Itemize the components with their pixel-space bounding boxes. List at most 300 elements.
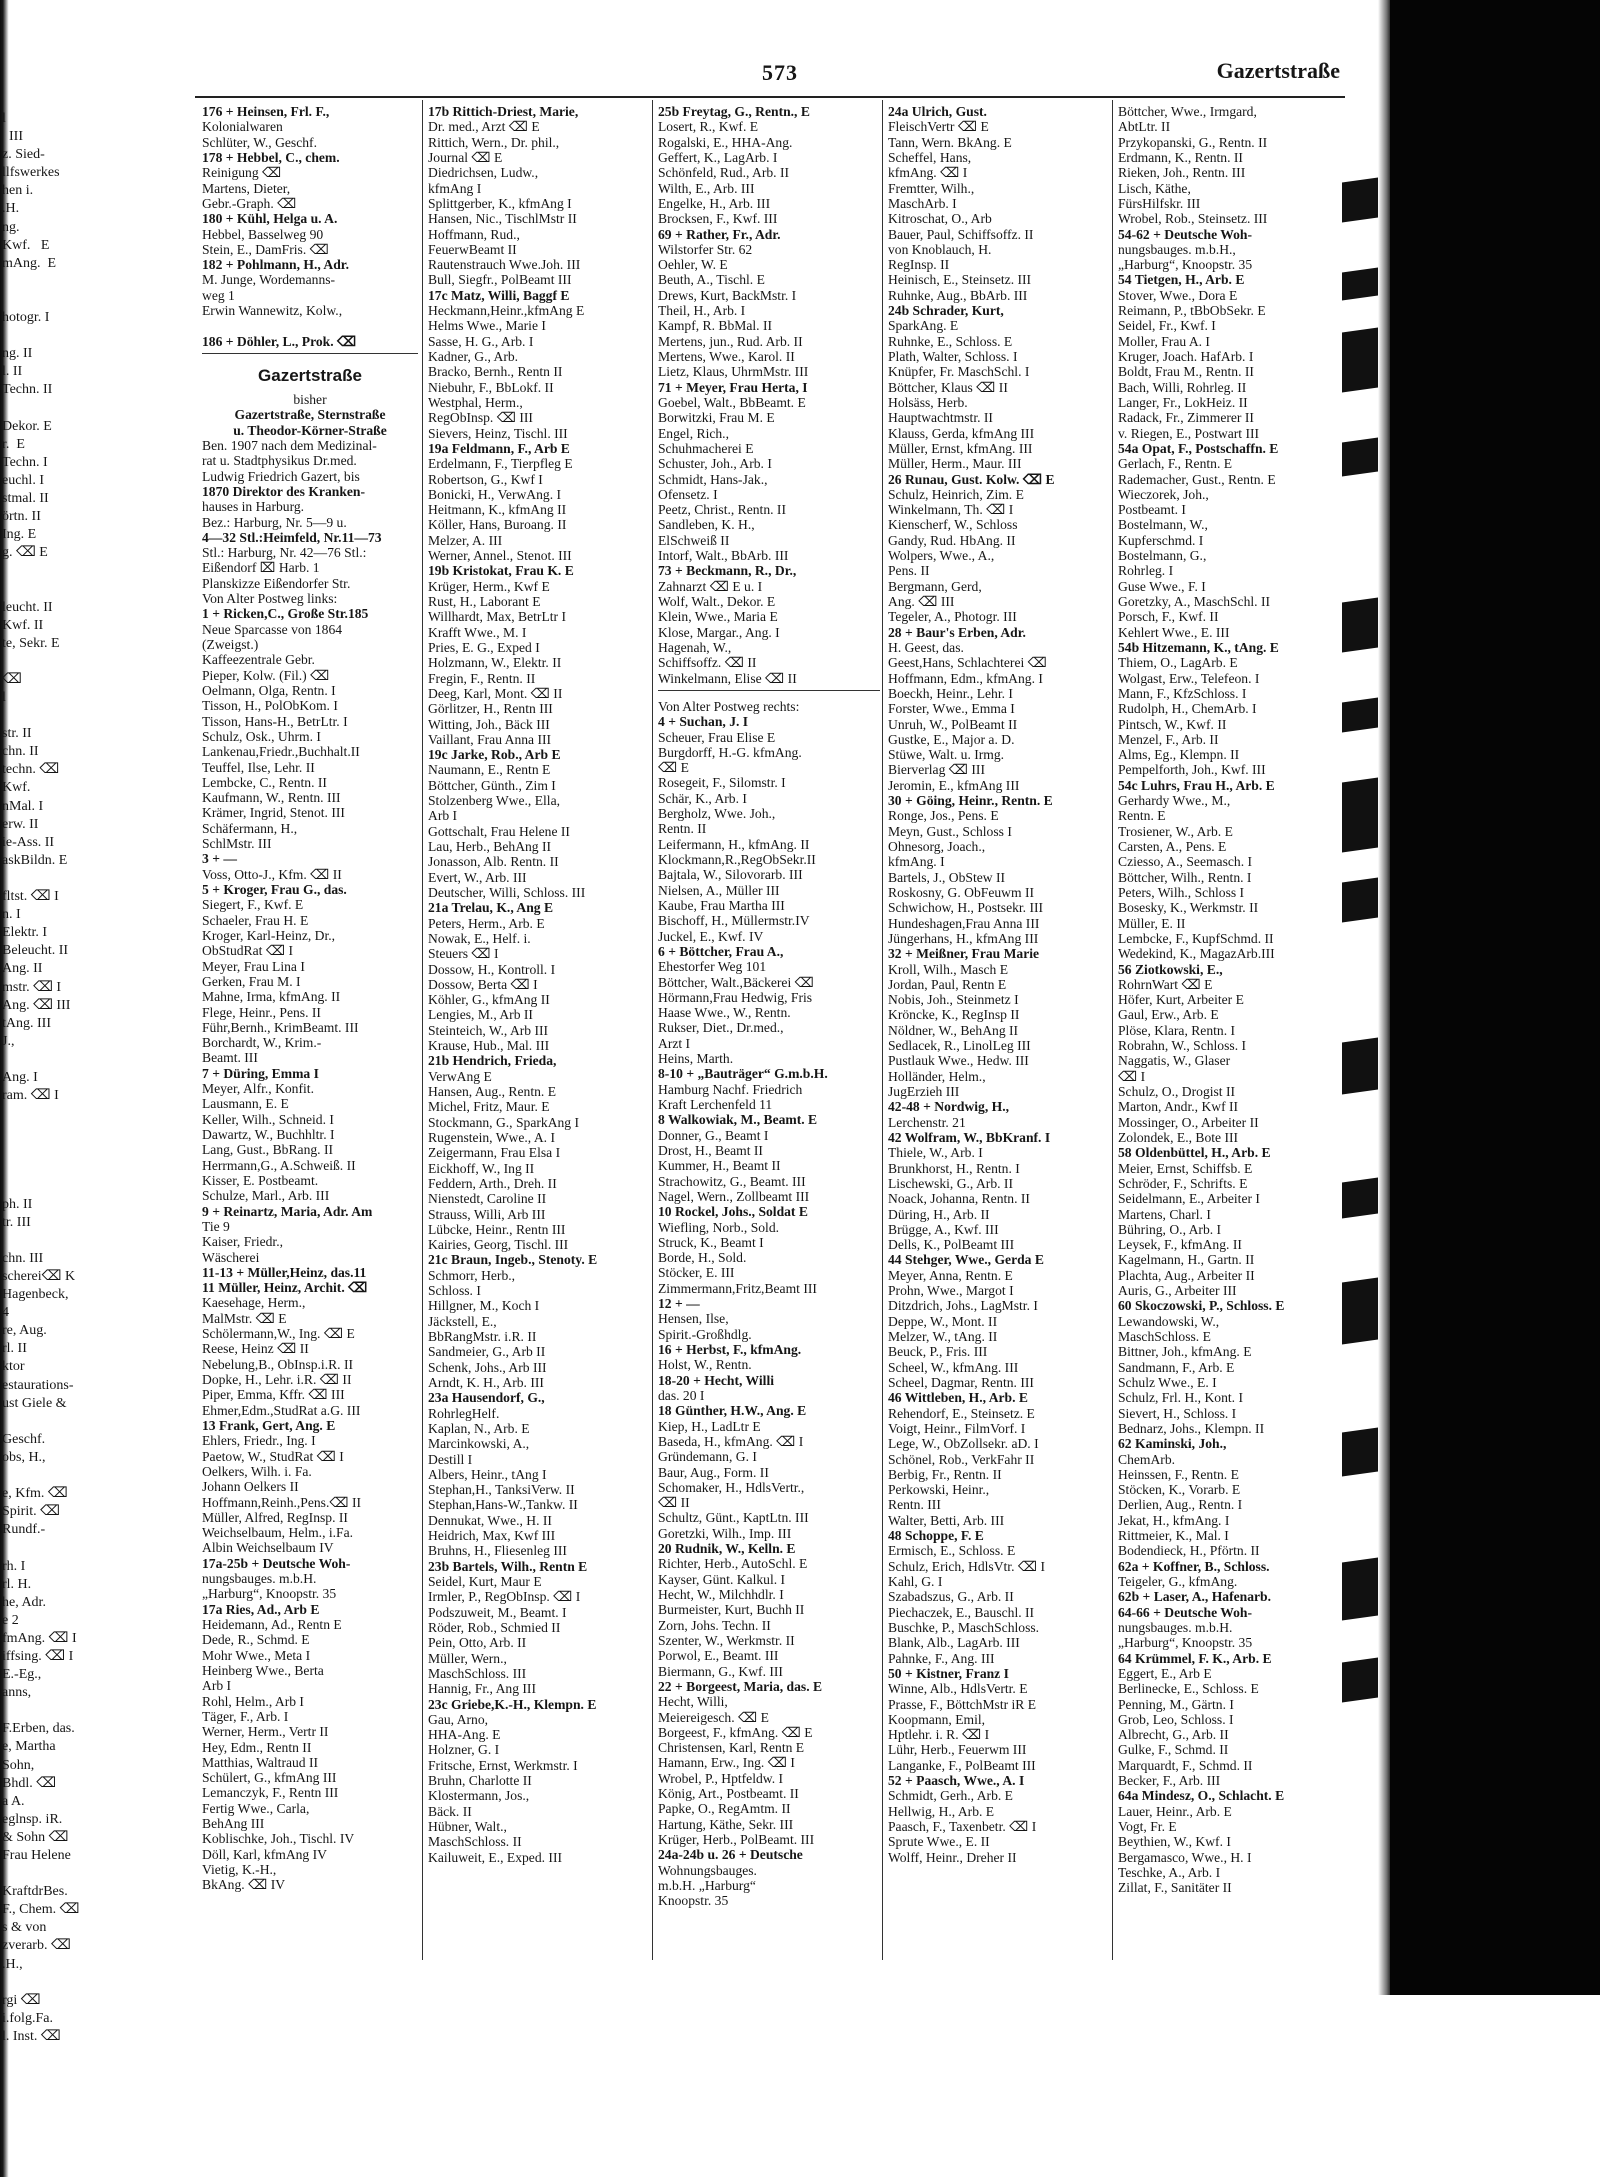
resident-entry: Sievers, Heinz, Tischl. III bbox=[428, 425, 568, 441]
resident-entry: Rieken, Joh., Rentn. III bbox=[1118, 165, 1246, 181]
resident-entry: Langer, Fr., LokHeiz. II bbox=[1118, 394, 1248, 410]
resident-entry: Scheffel, Hans, bbox=[888, 149, 972, 165]
resident-entry: MalMstr. ⌫ E bbox=[202, 1310, 287, 1326]
resident-entry: Voigt, Heinr., FilmVorf. I bbox=[888, 1420, 1026, 1436]
house-entry: 44 Stehger, Wwe., Gerda E bbox=[888, 1252, 1044, 1268]
house-entry: 54 Tietgen, H., Arb. E bbox=[1118, 272, 1245, 288]
resident-entry: Schultz, Günt., KaptLtn. III bbox=[658, 1510, 809, 1526]
resident-entry: Kairies, Georg, Tischl. III bbox=[428, 1237, 569, 1253]
resident-entry: Dede, R., Schmd. E bbox=[202, 1632, 310, 1648]
house-entry: 1870 Direktor des Kranken- bbox=[202, 483, 365, 499]
resident-entry: Zolondek, E., Bote III bbox=[1118, 1129, 1239, 1145]
resident-entry: Robertson, G., Kwf I bbox=[428, 471, 543, 487]
resident-entry: Oelmann, Olga, Rentn. I bbox=[202, 682, 336, 698]
house-entry: 19b Kristokat, Frau K. E bbox=[428, 563, 574, 579]
resident-entry: m.b.H. „Harburg“ bbox=[658, 1877, 756, 1893]
resident-entry: kfmAng. I bbox=[888, 854, 945, 870]
resident-entry: Knüpfer, Fr. MaschSchl. I bbox=[888, 364, 1030, 380]
resident-entry: Stockmann, G., SparkAng I bbox=[428, 1114, 580, 1130]
house-entry: 10 Rockel, Johs., Soldat E bbox=[658, 1204, 808, 1220]
resident-entry: Seidel, Kurt, Maur E bbox=[428, 1574, 542, 1589]
resident-entry: Böttcher, Wwe., Irmgard, bbox=[1118, 104, 1257, 119]
resident-entry: Wrobel, Rob., Steinsetz. III bbox=[1118, 211, 1268, 227]
resident-entry: Schulz, Osk., Uhrm. I bbox=[202, 728, 321, 744]
resident-entry: Rust, H., Laborant E bbox=[428, 594, 541, 609]
resident-entry: Arzt I bbox=[658, 1035, 691, 1051]
resident-entry: Mertens, Wwe., Karol. II bbox=[658, 349, 795, 364]
house-entry: 19c Jarke, Rob., Arb E bbox=[428, 747, 561, 763]
resident-entry: HHA-Ang. E bbox=[428, 1727, 501, 1743]
resident-entry: Bergmann, Gerd, bbox=[888, 578, 982, 594]
resident-entry: Schulze, Marl., Arb. III bbox=[202, 1188, 330, 1204]
house-entry: 11 Müller, Heinz, Archit. ⌫ bbox=[202, 1280, 368, 1296]
resident-entry: Bach, Willi, Rohrleg. II bbox=[1118, 379, 1247, 395]
left-fragment-line: erw. II bbox=[2, 816, 39, 832]
left-fragment-line: .H. bbox=[2, 201, 20, 217]
house-entry: 186 + Döhler, L., Prok. ⌫ bbox=[202, 333, 357, 349]
resident-entry: Borde, H., Sold. bbox=[658, 1250, 747, 1266]
resident-entry: nungsbauges. m.b.H. bbox=[1118, 1619, 1233, 1635]
resident-entry: Rosegeit, F., Silomstr. I bbox=[658, 775, 786, 791]
left-fragment-line: hen i. bbox=[2, 183, 34, 199]
scan-mark bbox=[1342, 177, 1378, 222]
left-fragment-line: Kwf. II bbox=[2, 617, 44, 633]
house-entry: 21a Trelau, K., Ang E bbox=[428, 900, 554, 916]
house-entry: 17c Matz, Willi, Baggf E bbox=[428, 287, 570, 303]
left-fragment-line bbox=[2, 580, 142, 598]
house-entry: 56 Ziotkowski, E., bbox=[1118, 961, 1223, 977]
resident-entry: Dopke, H., Lehr. i.R. ⌫ II bbox=[202, 1372, 352, 1387]
resident-entry: Lühr, Herb., Feuerwm III bbox=[888, 1742, 1027, 1758]
resident-entry: Böttcher, Günth., Zim I bbox=[428, 777, 556, 793]
left-fragment-line: 4 bbox=[2, 1305, 9, 1321]
left-fragment-line: Bhdl. ⌫ bbox=[2, 1775, 57, 1791]
left-fragment-line: fmAng. ⌫ I bbox=[2, 1630, 77, 1646]
left-fragment-line: leucht. II bbox=[2, 599, 53, 615]
resident-entry: Schulz, Erich, HdlsVtr. ⌫ I bbox=[888, 1558, 1046, 1574]
resident-entry: Beamt. III bbox=[202, 1050, 258, 1066]
resident-entry: Kienscherf, W., Schloss bbox=[888, 517, 1018, 533]
left-fragment-line: eglnsp. iR. bbox=[2, 1811, 63, 1827]
resident-entry: Schulz Wwe., E. I bbox=[1118, 1374, 1217, 1390]
house-entry: 42 Wolfram, W., BbKranf. I bbox=[888, 1129, 1051, 1145]
resident-entry: RohrnWart ⌫ E bbox=[1118, 976, 1213, 992]
left-fragment-line: Techn. I bbox=[2, 454, 48, 470]
resident-entry: Vaillant, Frau Anna III bbox=[428, 731, 552, 747]
resident-entry: Lau, Herb., BehAng II bbox=[428, 839, 552, 854]
resident-entry: Ben. 1907 nach dem Medizinal- bbox=[202, 437, 377, 453]
resident-entry: Holzmann, W., Elektr. II bbox=[428, 655, 562, 671]
resident-entry: Sandleben, K. H., bbox=[658, 517, 755, 533]
resident-entry: Bühring, O., Arb. I bbox=[1118, 1221, 1222, 1237]
directory-column-5 bbox=[1118, 104, 1340, 1924]
resident-entry: Meyer, Anna, Rentn. E bbox=[888, 1267, 1013, 1283]
house-entry: 7 + Düring, Emma I bbox=[202, 1065, 319, 1081]
house-entry: 64 Krümmel, F. K., Arb. E bbox=[1118, 1650, 1272, 1666]
resident-entry: Kroll, Wilh., Masch E bbox=[888, 961, 1009, 977]
resident-entry: Baseda, H., kfmAng. ⌫ I bbox=[658, 1433, 804, 1449]
resident-entry: Schulz, Heinrich, Zim. E bbox=[888, 486, 1024, 502]
resident-entry: Michel, Fritz, Maur. E bbox=[428, 1099, 550, 1115]
resident-entry: Beuck, P., Fris. III bbox=[888, 1344, 988, 1360]
house-entry: 5 + Kroger, Frau G., das. bbox=[202, 882, 347, 897]
resident-entry: ChemArb. bbox=[1118, 1451, 1176, 1467]
left-fragment-line: n. I bbox=[2, 907, 21, 923]
resident-entry: Heidrich, Max, Kwf III bbox=[428, 1528, 556, 1544]
left-fragment-line: stmal. II bbox=[2, 490, 49, 506]
resident-entry: Reese, Heinz ⌫ II bbox=[202, 1341, 309, 1357]
resident-entry: Porwol, E., Beamt. III bbox=[658, 1648, 779, 1664]
resident-entry: Scheel, W., kfmAng. III bbox=[888, 1359, 1019, 1375]
resident-entry: Kröncke, K., RegInsp II bbox=[888, 1007, 1020, 1023]
resident-entry: Struck, K., Beamt I bbox=[658, 1234, 764, 1250]
resident-entry: Grob, Leo, Schloss. I bbox=[1118, 1711, 1234, 1727]
resident-entry: Schloss. I bbox=[428, 1283, 481, 1299]
resident-entry: Schwichow, H., Postsekr. III bbox=[888, 900, 1044, 916]
resident-entry: Rademacher, Gust., Rentn. E bbox=[1118, 471, 1276, 487]
resident-entry: Gau, Arno, bbox=[428, 1711, 489, 1727]
resident-entry: Kayser, Günt. Kalkul. I bbox=[658, 1571, 786, 1587]
resident-entry: Klockmann,R.,RegObSekr.II bbox=[658, 852, 816, 867]
left-fragment-line: s & von bbox=[2, 1920, 47, 1936]
resident-entry: Keller, Wilh., Schneid. I bbox=[202, 1111, 334, 1127]
resident-entry: Erdelmann, F., Tierpfleg E bbox=[428, 456, 573, 472]
resident-entry: Lembcke, F., KupfSchmd. II bbox=[1118, 930, 1274, 946]
resident-entry: M. Junge, Wordemanns- bbox=[202, 272, 336, 288]
resident-entry: Böttcher, Walt.,Bäckerei ⌫ bbox=[658, 974, 814, 990]
left-fragment-line bbox=[2, 273, 142, 291]
resident-entry: Bostelmann, W., bbox=[1118, 517, 1208, 533]
resident-entry: Tann, Wern. BkAng. E bbox=[888, 134, 1012, 150]
house-entry: 24a-24b u. 26 + Deutsche bbox=[658, 1847, 803, 1863]
resident-entry: Wohnungsbauges. bbox=[658, 1862, 757, 1878]
resident-entry: Sprute Wwe., E. II bbox=[888, 1834, 990, 1850]
resident-entry: Kaufmann, W., Rentn. III bbox=[202, 790, 341, 806]
resident-entry: Wilth, E., Arb. III bbox=[658, 180, 755, 196]
resident-entry: Plöse, Klara, Rentn. I bbox=[1118, 1022, 1236, 1038]
resident-entry: Flege, Heinr., Pens. II bbox=[202, 1004, 321, 1020]
resident-entry: Steinteich, W., Arb III bbox=[428, 1022, 549, 1038]
former-street-names: u. Theodor-Körner-Straße bbox=[233, 422, 387, 438]
left-fragment-line: Ang. II bbox=[2, 961, 43, 977]
resident-entry: Mahne, Irma, kfmAng. II bbox=[202, 989, 341, 1005]
resident-entry: Gottschalt, Frau Helene II bbox=[428, 823, 570, 839]
resident-entry: kfmAng. ⌫ I bbox=[888, 165, 968, 181]
resident-entry: Bergholz, Wwe. Joh., bbox=[658, 806, 776, 822]
resident-entry: Wrobel, P., Hptfeldw. I bbox=[658, 1770, 784, 1786]
resident-entry: Deppe, W., Mont. II bbox=[888, 1313, 998, 1329]
left-fragment-line: örtn. II bbox=[2, 509, 41, 525]
resident-entry: Ronge, Jos., Pens. E bbox=[888, 808, 999, 824]
street-section-title: Gazertstraße bbox=[258, 366, 362, 385]
left-fragment-line: ust Giele & bbox=[2, 1395, 67, 1411]
resident-entry: Beythien, W., Kwf. I bbox=[1118, 1834, 1231, 1850]
left-fragment-line: e, Kfm. ⌫ bbox=[2, 1486, 68, 1502]
scan-mark bbox=[1342, 1427, 1378, 1476]
resident-entry: ⌫ E bbox=[658, 760, 689, 776]
resident-entry: Hecht, Willi, bbox=[658, 1694, 728, 1710]
resident-entry: Beuth, A., Tischl. E bbox=[658, 272, 765, 288]
resident-entry: MaschArb. I bbox=[888, 195, 957, 211]
resident-entry: Bajtala, W., Silovorarb. III bbox=[658, 867, 803, 883]
house-entry: 17a Ries, Ad., Arb E bbox=[202, 1601, 320, 1617]
resident-entry: Jäckstell, E., bbox=[428, 1313, 497, 1329]
resident-entry: Przykopanski, G., Rentn. II bbox=[1118, 134, 1268, 150]
resident-entry: Peters, Herm., Arb. E bbox=[428, 915, 545, 931]
resident-entry: Marquardt, F., Schmd. II bbox=[1118, 1757, 1253, 1773]
resident-entry: Tisson, H., PolObKom. I bbox=[202, 698, 338, 714]
resident-entry: Postbeamt. I bbox=[1118, 502, 1186, 518]
resident-entry: Krämer, Ingrid, Stenot. III bbox=[202, 805, 345, 821]
left-fragment-line bbox=[2, 1413, 142, 1431]
resident-entry: Eggert, E., Arb E bbox=[1118, 1665, 1212, 1681]
resident-entry: Prohn, Wwe., Margot I bbox=[888, 1283, 1014, 1299]
resident-entry: König, Art., Postbeamt. II bbox=[658, 1786, 799, 1802]
resident-entry: Hamann, Erw., Ing. ⌫ I bbox=[658, 1755, 795, 1771]
resident-entry: Destill I bbox=[428, 1451, 473, 1467]
resident-entry: Pempelforth, Joh., Kwf. III bbox=[1118, 762, 1266, 778]
directory-column-3 bbox=[658, 104, 880, 1924]
resident-entry: Splittgerber, K., kfmAng I bbox=[428, 195, 572, 211]
resident-entry: RegInsp. II bbox=[888, 257, 950, 273]
resident-entry: hauses in Harburg. bbox=[202, 499, 305, 515]
resident-entry: Roskosny, G. ObFeuwm II bbox=[888, 884, 1035, 900]
left-fragment-line bbox=[2, 653, 142, 671]
resident-entry: Irmler, P., RegObInsp. ⌫ I bbox=[428, 1589, 581, 1605]
column-separator bbox=[652, 100, 653, 1960]
resident-entry: Nagel, Wern., Zollbeamt III bbox=[658, 1188, 810, 1204]
house-entry: 20 Rudnik, W., Kelln. E bbox=[658, 1541, 796, 1557]
resident-entry: Zeigermann, Frau Elsa I bbox=[428, 1145, 561, 1161]
resident-entry: Kahl, G. I bbox=[888, 1574, 943, 1589]
resident-entry: Krüger, Herb., PolBeamt. III bbox=[658, 1832, 815, 1847]
resident-entry: Tisson, Hans-H., BetrLtr. I bbox=[202, 713, 348, 729]
left-fragment-line: Ang. ⌫ III bbox=[2, 997, 71, 1013]
resident-entry: Kagelmann, H., Gartn. II bbox=[1118, 1252, 1255, 1268]
house-entry: 13 Frank, Gert, Ang. E bbox=[202, 1417, 336, 1433]
resident-entry: SchlMstr. III bbox=[202, 836, 272, 852]
resident-entry: Journal ⌫ E bbox=[428, 149, 503, 165]
resident-entry: Mohr Wwe., Meta I bbox=[202, 1647, 311, 1663]
resident-entry: Heinberg Wwe., Berta bbox=[202, 1662, 324, 1678]
house-entry: 1 + Ricken,C., Große Str.185 bbox=[202, 606, 369, 622]
resident-entry: Leifermann, H., kfmAng. II bbox=[658, 836, 810, 852]
resident-entry: Pens. II bbox=[888, 563, 930, 579]
house-entry: 28 + Baur's Erben, Adr. bbox=[888, 624, 1026, 640]
left-fragment-line bbox=[2, 1159, 142, 1177]
resident-entry: Pahnke, F., Ang. III bbox=[888, 1650, 995, 1666]
resident-entry: Planskizze Eißendorfer Str. bbox=[202, 575, 351, 591]
resident-entry: Kroger, Karl-Heinz, Dr., bbox=[202, 927, 336, 943]
resident-entry: Röder, Rob., Schmied II bbox=[428, 1619, 561, 1635]
section-rule bbox=[658, 690, 880, 699]
resident-entry: Stüwe, Walt. u. Irmg. bbox=[888, 747, 1005, 763]
resident-entry: Zillat, F., Sanitäter II bbox=[1118, 1880, 1232, 1896]
resident-entry: RegObInsp. ⌫ III bbox=[428, 410, 533, 426]
resident-entry: Schomaker, H., HdlsVertr., bbox=[658, 1479, 805, 1495]
resident-entry: Plachta, Aug., Arbeiter II bbox=[1118, 1267, 1255, 1283]
page-street-heading: Gazertstraße bbox=[1216, 58, 1340, 83]
left-fragment-line bbox=[2, 327, 142, 345]
resident-entry: Sandmann, F., Arb. E bbox=[1118, 1359, 1235, 1375]
resident-entry: Döll, Karl, kfmAng IV bbox=[202, 1846, 327, 1862]
resident-entry: Jeromin, E., kfmAng III bbox=[888, 777, 1020, 793]
resident-entry: Helms Wwe., Marie I bbox=[428, 318, 546, 334]
house-entry: 25b Freytag, G., Rentn., E bbox=[658, 104, 810, 119]
resident-entry: v. Riegen, E., Postwart III bbox=[1118, 425, 1260, 441]
resident-entry: Klein, Wwe., Maria E bbox=[658, 609, 778, 625]
resident-entry: Fritsche, Ernst, Werkmstr. I bbox=[428, 1757, 578, 1773]
resident-entry: Kaube, Frau Martha III bbox=[658, 897, 785, 913]
house-entry: 19a Feldmann, F., Arb E bbox=[428, 440, 570, 456]
resident-entry: Oelkers, Wilh. i. Fa. bbox=[202, 1463, 312, 1479]
resident-entry: Tegeler, A., Photogr. III bbox=[888, 609, 1017, 625]
resident-entry: Gandy, Rud. HbAng. II bbox=[888, 532, 1016, 548]
resident-entry: MaschSchloss. E bbox=[1118, 1329, 1211, 1344]
resident-entry: Bracko, Bernh., Rentn II bbox=[428, 364, 563, 380]
resident-entry: Bruhns, H., Fliesenleg III bbox=[428, 1543, 567, 1559]
resident-entry: Meyn, Gust., Schloss I bbox=[888, 823, 1012, 839]
scan-mark bbox=[1342, 597, 1378, 652]
resident-entry: Holländer, Helm., bbox=[888, 1068, 986, 1084]
resident-entry: Nowak, E., Helf. i. bbox=[428, 930, 531, 946]
resident-entry: Teigeler, G., kfmAng. bbox=[1118, 1574, 1238, 1589]
resident-entry: Ehmer,Edm.,StudRat a.G. III bbox=[202, 1402, 361, 1418]
left-fragment-line: he, Adr. bbox=[2, 1594, 46, 1610]
left-fragment-line bbox=[2, 1702, 142, 1720]
section-rule bbox=[202, 353, 418, 362]
house-entry: 4—32 Stl.:Heimfeld, Nr.11—73 bbox=[202, 529, 382, 545]
resident-entry: Langanke, F., PolBeamt III bbox=[888, 1757, 1036, 1773]
resident-entry: Weichselbaum, Helm., i.Fa. bbox=[202, 1525, 354, 1541]
resident-entry: Pries, E. G., Exped I bbox=[428, 639, 540, 655]
resident-entry: „Harburg“, Knoopstr. 35 bbox=[1118, 257, 1253, 273]
resident-entry: Fertig Wwe., Carla, bbox=[202, 1800, 310, 1816]
left-fragment-line bbox=[2, 1178, 142, 1196]
resident-entry: Voss, Otto-J., Kfm. ⌫ II bbox=[202, 866, 342, 882]
resident-entry: Losert, R., Kwf. E bbox=[658, 119, 759, 135]
left-fragment-line: re, Aug. bbox=[2, 1323, 47, 1339]
resident-entry: Stover, Wwe., Dora E bbox=[1118, 287, 1238, 303]
resident-entry: Hoffmann, Edm., kfmAng. I bbox=[888, 670, 1043, 686]
resident-entry: Berbig, Fr., Rentn. II bbox=[888, 1466, 1002, 1482]
left-fragment-line: l. Inst. ⌫ bbox=[2, 2028, 61, 2044]
resident-entry: Rukser, Diet., Dr.med., bbox=[658, 1020, 784, 1036]
resident-entry: Bosesky, K., Werkmstr. II bbox=[1118, 900, 1259, 916]
resident-entry: Albrecht, G., Arb. II bbox=[1118, 1727, 1229, 1743]
resident-entry: Bruhn, Charlotte II bbox=[428, 1773, 532, 1789]
resident-entry: Bierverlag ⌫ III bbox=[888, 762, 985, 778]
resident-entry: Bartels, J., ObStew II bbox=[888, 869, 1006, 885]
resident-entry: Dawartz, W., Buchhltr. I bbox=[202, 1127, 335, 1142]
resident-entry: Zorn, Johs. Techn. II bbox=[658, 1617, 771, 1633]
column-separator bbox=[422, 100, 423, 1960]
resident-entry: Schmidt, Hans-Jak., bbox=[658, 471, 768, 487]
resident-entry: Ofensetz. I bbox=[658, 486, 718, 502]
resident-entry: Heckmann,Heinr.,kfmAng E bbox=[428, 303, 585, 319]
house-entry: 54c Luhrs, Frau H., Arb. E bbox=[1118, 777, 1275, 793]
resident-entry: Schaeler, Frau H. E bbox=[202, 912, 309, 928]
resident-entry: Gebr.-Graph. ⌫ bbox=[202, 195, 297, 211]
left-fragment-line: KraftdrBes. bbox=[2, 1884, 68, 1900]
resident-entry: Martens, Dieter, bbox=[202, 180, 291, 196]
resident-entry: Bostelmann, G., bbox=[1118, 548, 1207, 564]
resident-entry: Dells, K., PolBeamt III bbox=[888, 1237, 1015, 1253]
resident-entry: Schulz, Frl. H., Kont. I bbox=[1118, 1390, 1243, 1406]
resident-entry: Pieper, Kolw. (Fil.) ⌫ bbox=[202, 667, 330, 683]
resident-entry: rat u. Stadtphysikus Dr.med. bbox=[202, 453, 357, 469]
resident-entry: Deeg, Karl, Mont. ⌫ II bbox=[428, 685, 563, 701]
house-entry: 3 + — bbox=[202, 851, 237, 867]
left-fragment-line: ktor bbox=[2, 1359, 25, 1375]
resident-entry: Wolf, Walt., Dekor. E bbox=[658, 594, 776, 609]
house-entry: 32 + Meißner, Frau Marie bbox=[888, 946, 1040, 962]
resident-entry: Mann, F., KfzSchloss. I bbox=[1118, 685, 1247, 701]
house-entry: 21c Braun, Ingeb., Stenoty. E bbox=[428, 1252, 598, 1268]
resident-entry: Boldt, Frau M., Rentn. II bbox=[1118, 364, 1254, 380]
left-fragment-line: fltst. ⌫ I bbox=[2, 889, 59, 905]
resident-entry: Feddern, Arth., Dreh. II bbox=[428, 1175, 557, 1191]
resident-entry bbox=[202, 318, 418, 333]
house-entry: 178 + Hebbel, C., chem. bbox=[202, 149, 340, 165]
resident-entry: Winkelmann, Th. ⌫ I bbox=[888, 502, 1014, 518]
resident-entry: Gaul, Erw., Arb. E bbox=[1118, 1007, 1219, 1023]
left-fragment-line: tr. III bbox=[2, 1214, 31, 1230]
resident-entry: Wilstorfer Str. 62 bbox=[658, 241, 753, 257]
resident-entry: Kaesehage, Herm., bbox=[202, 1295, 306, 1311]
resident-entry: Hundeshagen,Frau Anna III bbox=[888, 915, 1040, 931]
resident-entry: Hellwig, H., Arb. E bbox=[888, 1803, 995, 1819]
resident-entry: Rehendorf, E., Steinsetz. E bbox=[888, 1405, 1035, 1421]
resident-entry: Gustke, E., Major a. D. bbox=[888, 731, 1015, 747]
left-fragment-line: Sohn, bbox=[2, 1757, 35, 1773]
resident-entry: Kailuweit, E., Exped. III bbox=[428, 1849, 563, 1865]
resident-entry: Rentn. III bbox=[888, 1497, 941, 1513]
scan-mark bbox=[1342, 1277, 1378, 1344]
resident-entry: Ruhnke, Aug., BbArb. III bbox=[888, 287, 1028, 303]
resident-entry: Seidelmann, E., Arbeiter I bbox=[1118, 1191, 1260, 1207]
house-entry: 4 + Suchan, J. I bbox=[658, 714, 749, 730]
resident-entry: Thiele, W., Arb. I bbox=[888, 1145, 983, 1161]
left-fragment-line: zverarb. ⌫ bbox=[2, 1938, 71, 1954]
resident-entry: Klose, Margar., Ang. I bbox=[658, 624, 780, 640]
resident-entry: Meyer, Alfr., Konfit. bbox=[202, 1081, 314, 1097]
resident-entry: Engelke, H., Arb. III bbox=[658, 195, 771, 211]
left-fragment-line: chn. III bbox=[2, 1250, 44, 1266]
house-entry: 54b Hitzemann, K., tAng. E bbox=[1118, 639, 1279, 655]
resident-entry: Mertens, jun., Rud. Arb. II bbox=[658, 333, 803, 349]
resident-entry: Bonicki, H., VerwAng. I bbox=[428, 486, 562, 502]
left-fragment-line: rl. H. bbox=[2, 1576, 32, 1592]
house-entry: 6 + Böttcher, Frau A., bbox=[658, 943, 784, 959]
resident-entry: Marton, Andr., Kwf II bbox=[1118, 1099, 1239, 1115]
house-entry: 9 + Reinartz, Maria, Adr. Am bbox=[202, 1203, 373, 1219]
resident-entry: MaschSchloss. II bbox=[428, 1834, 522, 1850]
resident-entry: Albers, Heinr., tAng I bbox=[428, 1466, 547, 1482]
resident-entry: Bischoff, H., Müllermstr.IV bbox=[658, 913, 810, 929]
resident-entry: Krüger, Herm., Kwf E bbox=[428, 578, 550, 594]
resident-entry: Piechaczek, E., Bauschl. II bbox=[888, 1604, 1035, 1620]
resident-entry: Wedekind, K., MagazArb.III bbox=[1118, 946, 1275, 962]
resident-entry: Borgeest, F., kfmAng. ⌫ E bbox=[658, 1724, 813, 1740]
house-entry: 46 Wittleben, H., Arb. E bbox=[888, 1390, 1028, 1406]
resident-entry: Hauptwachtmstr. II bbox=[888, 410, 993, 426]
resident-entry: Diedrichsen, Ludw., bbox=[428, 165, 539, 181]
resident-entry: Schenk, Johs., Arb III bbox=[428, 1359, 547, 1375]
resident-entry: Klauss, Gerda, kfmAng III bbox=[888, 425, 1035, 441]
resident-entry: Lang, Gust., BbRang. II bbox=[202, 1142, 334, 1158]
resident-entry: weg 1 bbox=[202, 287, 235, 303]
